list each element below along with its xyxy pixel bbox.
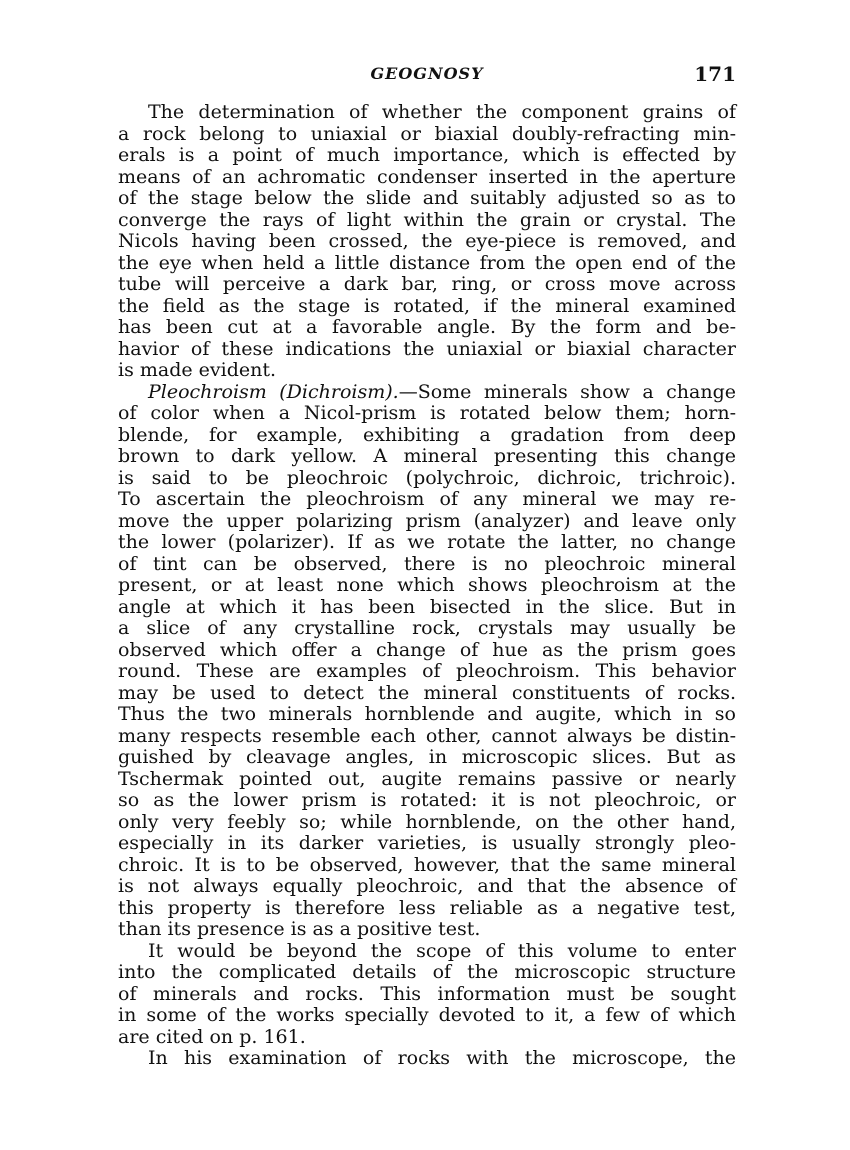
- text-line: erals is a point of much importance, which is effected by: [118, 144, 736, 166]
- text-line: many respects resemble each other, cannot always be distin-: [118, 724, 736, 747]
- text-line: the eye when held a little distance from the open end of the: [118, 251, 736, 274]
- text-line: the lower (polarizer). If as we rotate the latter, no change: [118, 531, 736, 553]
- paragraph: [118, 1048, 736, 1070]
- text-line: a rock belong to uniaxial or biaxial doubly-refracting min-: [118, 122, 736, 145]
- text-line: may be used to detect the mineral constituents of rocks.: [118, 681, 736, 704]
- text-line: observed which offer a change of hue as the prism goes: [118, 638, 736, 661]
- line-text: —Some minerals show a change: [398, 380, 736, 403]
- text-line: so as the lower prism is rotated: it is not pleochroic, or: [118, 789, 736, 811]
- text-line: tube will perceive a dark bar, ring, or cross move across: [118, 273, 736, 295]
- text-line: this property is therefore less reliable as a negative test,: [118, 896, 736, 919]
- text-line: To ascertain the pleochroism of any mineral we may re-: [118, 488, 736, 510]
- text-line: of the stage below the slide and suitably adjusted so as to: [118, 187, 736, 209]
- text-line: than its presence is as a positive test.: [118, 918, 481, 940]
- text-line: move the upper polarizing prism (analyzer) and leave only: [118, 509, 736, 532]
- text-line: Tschermak pointed out, augite remains passive or nearly: [118, 767, 736, 790]
- book-page: [118, 62, 736, 1070]
- page-number: 171: [694, 62, 736, 86]
- text-line: is not always equally pleochroic, and that the absence of: [118, 875, 736, 897]
- text-line: has been cut at a favorable angle. By the form and be-: [118, 316, 736, 338]
- text-line: only very feebly so; while hornblende, on the other hand,: [118, 810, 736, 833]
- paragraph: [118, 941, 736, 1049]
- text-line: especially in its darker varieties, is usually strongly pleo-: [118, 832, 736, 854]
- section-heading: Pleochroism (Dichroism).: [148, 380, 399, 403]
- text-line: brown to dark yellow. A mineral presenting this change: [118, 445, 736, 467]
- text-line: converge the rays of light within the grain or crystal. The: [118, 208, 736, 231]
- text-line: havior of these indications the uniaxial or biaxial character: [118, 337, 736, 360]
- text-line: Thus the two minerals hornblende and augite, which in so: [118, 703, 736, 725]
- text-line: The determination of whether the component grains of: [148, 101, 736, 123]
- text-line: present, or at least none which shows pleochroism at the: [118, 574, 736, 596]
- text-line: is said to be pleochroic (polychroic, dichroic, trichroic).: [118, 466, 736, 489]
- text-line: the field as the stage is rotated, if the mineral examined: [118, 294, 736, 317]
- paragraph: [118, 102, 736, 382]
- text-line: of minerals and rocks. This information must be sought: [118, 982, 736, 1005]
- text-line: angle at which it has been bisected in the slice. But in: [118, 595, 736, 618]
- paragraph: [118, 382, 736, 941]
- text-line: in some of the works specially devoted to it, a few of which: [118, 1004, 736, 1026]
- text-line: a slice of any crystalline rock, crystals may usually be: [118, 617, 736, 639]
- text-line: It would be beyond the scope of this volume to enter: [148, 939, 736, 962]
- text-line: blende, for example, exhibiting a gradation from deep: [118, 423, 736, 446]
- text-line: In his examination of rocks with the microscope, the: [148, 1047, 736, 1069]
- text-line: of tint can be observed, there is no pleochroic mineral: [118, 552, 736, 575]
- text-line: are cited on p. 161.: [118, 1025, 306, 1048]
- text-line: is made evident.: [118, 359, 277, 381]
- text-line: guished by cleavage angles, in microscopic slices. But as: [118, 746, 736, 768]
- body-text: [118, 102, 736, 1070]
- text-line: into the complicated details of the microscopic structure: [118, 961, 736, 983]
- running-header: [118, 62, 736, 88]
- text-line: [118, 382, 736, 404]
- text-line: Nicols having been crossed, the eye-piece is removed, and: [118, 230, 736, 252]
- text-line: chroic. It is to be observed, however, that the same mineral: [118, 853, 736, 876]
- text-line: round. These are examples of pleochroism. This behavior: [118, 660, 736, 682]
- text-line: means of an achromatic condenser inserted in the aperture: [118, 165, 736, 188]
- running-head-title: GEOGNOSY: [370, 64, 484, 83]
- text-line: of color when a Nicol-prism is rotated below them; horn-: [118, 402, 736, 424]
